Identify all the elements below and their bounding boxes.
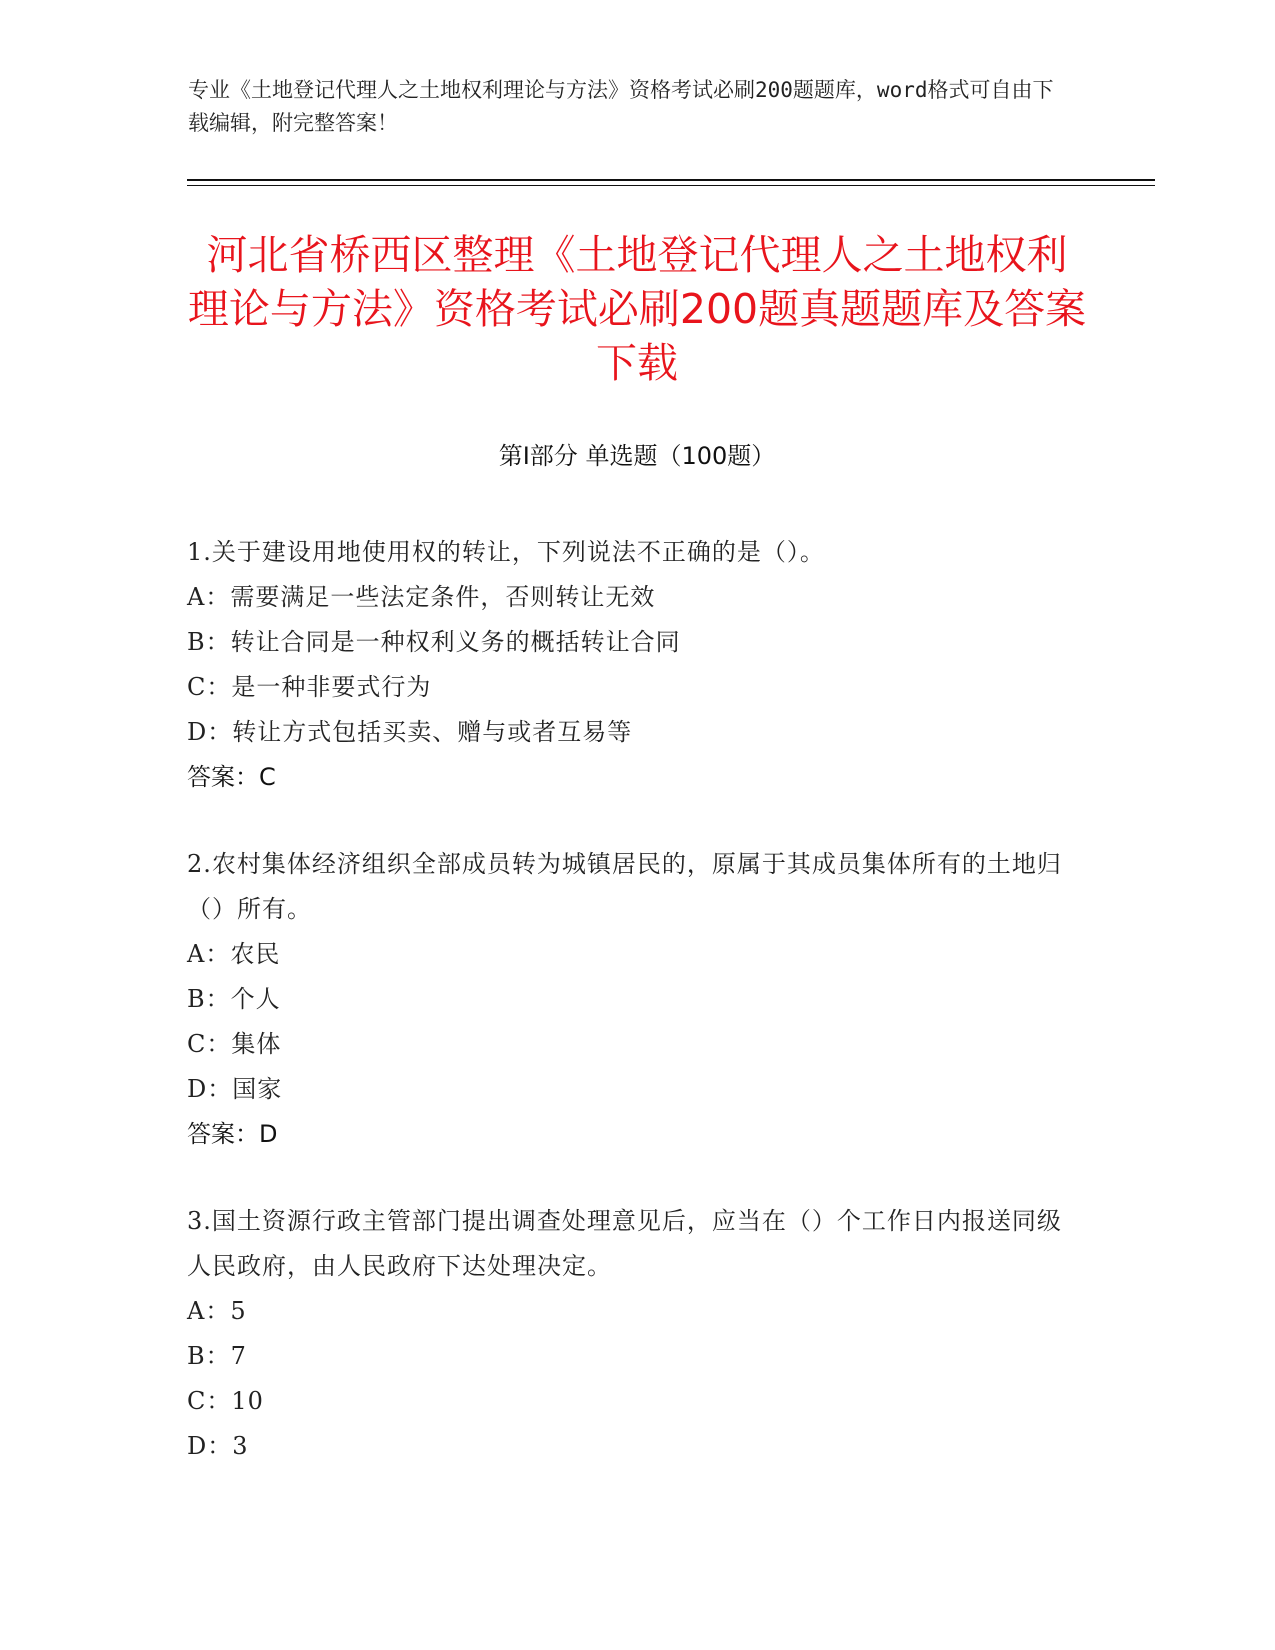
option-d: D：国家 [187, 1075, 283, 1103]
option-b: B：7 [187, 1342, 247, 1370]
header-divider-thin [187, 185, 1155, 186]
answer: 答案：C [187, 763, 276, 791]
option-d: D：3 [187, 1432, 249, 1460]
answer: 答案：D [187, 1120, 278, 1148]
option-c: C：10 [187, 1387, 264, 1415]
option-b: B：个人 [187, 985, 281, 1013]
option-a: A：需要满足一些法定条件，否则转让无效 [187, 583, 656, 611]
question-stem: 2.农村集体经济组织全部成员转为城镇居民的，原属于其成员集体所有的土地归（）所有。 [187, 850, 1062, 923]
option-b: B：转让合同是一种权利义务的概括转让合同 [187, 628, 681, 656]
question-item [187, 530, 1067, 800]
section-heading: 第Ⅰ部分 单选题（100题） [498, 442, 776, 470]
option-d: D：转让方式包括买卖、赠与或者互易等 [187, 718, 633, 746]
option-a: A：农民 [187, 940, 281, 968]
option-c: C：集体 [187, 1030, 282, 1058]
question-item [187, 842, 1067, 1157]
option-a: A：5 [187, 1297, 247, 1325]
question-item [187, 1199, 1067, 1469]
question-list [187, 530, 1067, 1511]
question-stem: 3.国土资源行政主管部门提出调查处理意见后，应当在（）个工作日内报送同级人民政府，由人民政府下达处理决定。 [187, 1207, 1062, 1280]
header-divider-thick [187, 179, 1155, 181]
option-c: C：是一种非要式行为 [187, 673, 432, 701]
question-stem: 1.关于建设用地使用权的转让，下列说法不正确的是（）。 [187, 538, 825, 566]
document-title: 河北省桥西区整理《土地登记代理人之土地权利理论与方法》资格考试必刷200题真题题库及答案下载 [187, 231, 1087, 387]
header-note: 专业《土地登记代理人之土地权利理论与方法》资格考试必刷200题题库，word格式可自由下载编辑，附完整答案！ [188, 78, 1054, 135]
